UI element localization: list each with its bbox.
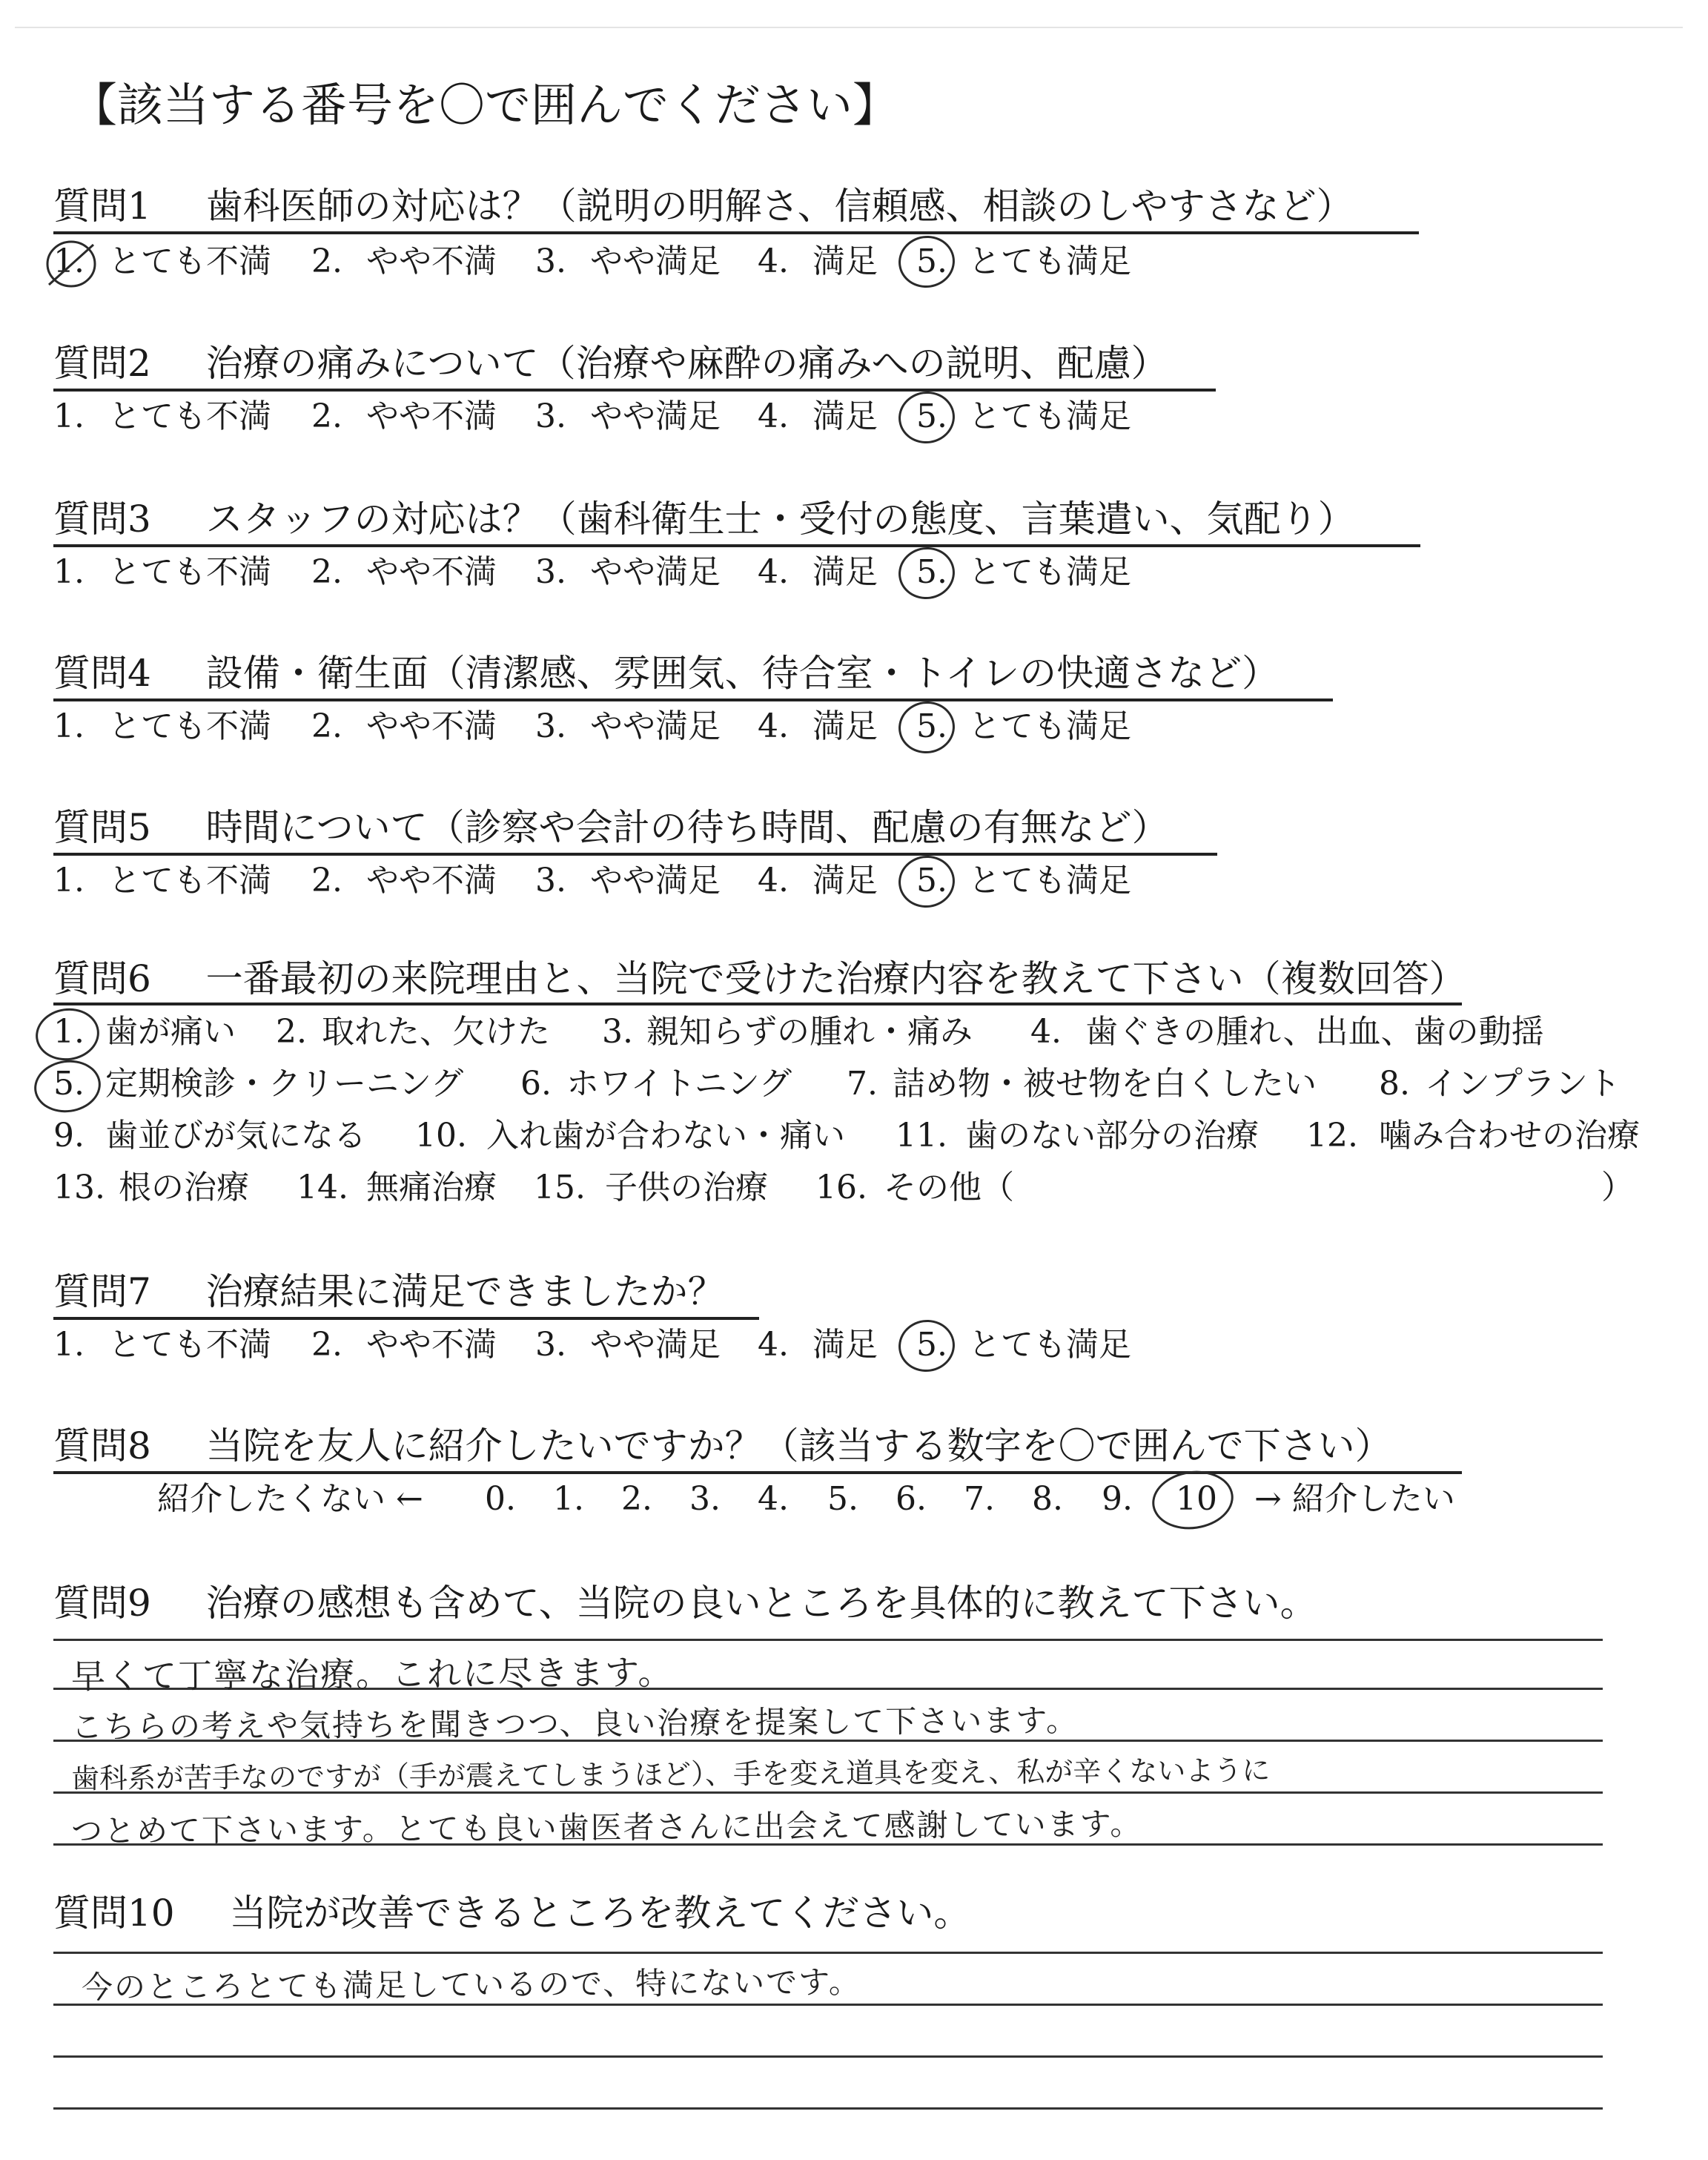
scale-value[interactable]: 4. (758, 1480, 789, 1518)
question-6-text: 一番最初の来院理由と、当院で受けた治療内容を教えて下さい（複数回答） (205, 957, 1466, 1000)
option-4-label: 満足 (812, 862, 878, 899)
option-4-label: 満足 (812, 1326, 878, 1364)
option-3-label: やや満足 (590, 553, 721, 591)
question-3-heading (53, 497, 1355, 541)
option-4-number[interactable]: 4. (758, 862, 789, 899)
question-7-heading (53, 1269, 725, 1314)
handwritten-answer-line: 今のところとても満足しているので、特にないです。 (81, 1964, 861, 2006)
option-4-number[interactable]: 4. (758, 707, 789, 745)
option-3-label: やや満足 (590, 707, 721, 745)
option-4-number[interactable]: 4. (758, 242, 789, 280)
question-9-label: 質問9 (53, 1582, 151, 1625)
option-5-number[interactable]: 5. (916, 1326, 947, 1364)
question-4-text: 設備・衛生面（清潔感、雰囲気、待合室・トイレの快適さなど） (205, 652, 1280, 695)
selected-circle-mark (895, 388, 958, 447)
option-2-label: やや不満 (366, 1326, 497, 1364)
option-2-label: やや不満 (366, 242, 497, 280)
reason-option-label: 歯が痛い (105, 1013, 236, 1051)
scale-value[interactable]: 0. (485, 1480, 516, 1518)
option-3-label: やや満足 (590, 862, 721, 899)
selected-circle-mark (1148, 1466, 1237, 1535)
handwritten-answer-line: つとめて下さいます。とても良い歯医者さんに出会えて感謝しています。 (70, 1805, 1143, 1850)
answer-rule (53, 1952, 1603, 1954)
reason-option-number[interactable]: 13. (53, 1169, 105, 1206)
reason-option-number[interactable]: 14. (297, 1169, 348, 1206)
option-5-number[interactable]: 5. (916, 707, 947, 745)
reason-option-number[interactable]: 6. (520, 1065, 552, 1103)
reason-option-number[interactable]: 16. (815, 1169, 867, 1206)
option-4-number[interactable]: 4. (758, 397, 789, 435)
question-7-label: 質問7 (53, 1270, 151, 1313)
scale-value[interactable]: 8. (1032, 1480, 1063, 1518)
question-4-label: 質問4 (53, 652, 151, 695)
reason-option-number[interactable]: 9. (53, 1117, 85, 1155)
reason-option-label: 入れ歯が合わない・痛い (486, 1117, 845, 1155)
question-9-text: 治療の感想も含めて、当院の良いところを具体的に教えて下さい。 (205, 1582, 1317, 1625)
question-4-underline (53, 698, 1333, 701)
question-10-text: 当院が改善できるところを教えてください。 (229, 1892, 971, 1935)
option-3-number[interactable]: 3. (535, 397, 566, 435)
question-1-underline (53, 231, 1419, 234)
option-2-label: やや不満 (366, 707, 497, 745)
question-7-underline (53, 1317, 759, 1320)
reason-option-label: 噛み合わせの治療 (1379, 1117, 1640, 1155)
question-1-label: 質問1 (53, 185, 151, 228)
reason-option-number[interactable]: 4. (1030, 1013, 1062, 1051)
reason-option-label: 歯ぐきの腫れ、出血、歯の動揺 (1085, 1013, 1544, 1051)
option-3-label: やや満足 (590, 242, 721, 280)
reason-option-number[interactable]: 1. (53, 1013, 85, 1051)
question-5-text: 時間について（診察や会計の待ち時間、配慮の有無など） (205, 806, 1169, 849)
reason-option-label: 取れた、欠けた (322, 1013, 550, 1051)
question-2-text: 治療の痛みについて（治療や麻酔の痛みへの説明、配慮） (205, 342, 1168, 385)
crossed-out-circle-mark (43, 236, 99, 292)
scale-value[interactable]: 6. (896, 1480, 927, 1518)
question-6-underline (53, 1003, 1462, 1005)
selected-circle-mark (895, 232, 958, 291)
option-4-number[interactable]: 4. (758, 1326, 789, 1364)
option-1-number[interactable]: 1. (53, 707, 85, 745)
option-2-label: やや不満 (366, 553, 497, 591)
selected-circle-mark (895, 1316, 958, 1375)
question-6-label: 質問6 (53, 957, 151, 1000)
question-3-label: 質問3 (53, 498, 151, 541)
scale-right-label: → 紹介したい (1254, 1480, 1455, 1518)
reason-option-label: 無痛治療 (366, 1169, 497, 1206)
question-1-heading (53, 184, 1354, 228)
option-1-number[interactable]: 1. (53, 242, 85, 280)
option-1-label: とても不満 (108, 1326, 271, 1364)
scale-value[interactable]: 2. (621, 1480, 652, 1518)
option-1-label: とても不満 (108, 242, 271, 280)
reason-option-number[interactable]: 12. (1306, 1117, 1358, 1155)
question-2-label: 質問2 (53, 342, 151, 385)
option-4-label: 満足 (812, 553, 878, 591)
option-2-label: やや不満 (366, 862, 497, 899)
question-10-heading (53, 1891, 970, 1935)
option-5-number[interactable]: 5. (916, 242, 947, 280)
option-1-label: とても不満 (108, 707, 271, 745)
other-close-paren: ） (1601, 1169, 1634, 1206)
option-3-number[interactable]: 3. (535, 553, 566, 591)
option-1-label: とても不満 (108, 862, 271, 899)
option-3-label: やや満足 (590, 397, 721, 435)
reason-option-number[interactable]: 3. (602, 1013, 633, 1051)
selected-circle-mark (895, 544, 958, 603)
question-2-heading (53, 341, 1168, 386)
question-8-label: 質問8 (53, 1424, 151, 1467)
question-3-text: スタッフの対応は？（歯科衛生士・受付の態度、言葉遣い、気配り） (205, 498, 1355, 541)
scale-value[interactable]: 1. (553, 1480, 584, 1518)
option-1-label: とても不満 (108, 397, 271, 435)
option-5-number[interactable]: 5. (916, 862, 947, 899)
answer-rule (53, 2055, 1603, 2058)
option-1-number[interactable]: 1. (53, 1326, 85, 1364)
question-3-underline (53, 544, 1420, 547)
option-1-label: とても不満 (108, 553, 271, 591)
reason-option-label: 定期検診・クリーニング (105, 1065, 464, 1103)
question-4-heading (53, 651, 1279, 696)
reason-option-label: 歯並びが気になる (105, 1117, 366, 1155)
option-2-number[interactable]: 2. (311, 397, 342, 435)
handwritten-answer-line: 早くて丁寧な治療。これに尽きます。 (70, 1652, 674, 1697)
answer-rule (53, 2107, 1603, 2110)
option-4-label: 満足 (812, 242, 878, 280)
reason-option-label: インプラント (1425, 1065, 1621, 1103)
selected-circle-mark (895, 852, 958, 911)
scale-value[interactable]: 5. (827, 1480, 858, 1518)
option-2-number[interactable]: 2. (311, 553, 342, 591)
scale-value[interactable]: 3. (689, 1480, 721, 1518)
reason-option-label: 親知らずの腫れ・痛み (646, 1013, 973, 1051)
selected-circle-mark (895, 698, 958, 757)
scale-value[interactable]: 9. (1102, 1480, 1133, 1518)
option-3-number[interactable]: 3. (535, 242, 566, 280)
option-5-number[interactable]: 5. (916, 553, 947, 591)
answer-rule (53, 1639, 1603, 1641)
option-2-number[interactable]: 2. (311, 707, 342, 745)
option-2-number[interactable]: 2. (311, 1326, 342, 1364)
question-5-label: 質問5 (53, 806, 151, 849)
question-5-heading (53, 805, 1169, 850)
question-1-text: 歯科医師の対応は？（説明の明解さ、信頼感、相談のしやすさなど） (205, 185, 1354, 228)
scale-left-label: 紹介したくない ← (157, 1480, 423, 1518)
option-5-number[interactable]: 5. (916, 397, 947, 435)
option-2-label: やや不満 (366, 397, 497, 435)
option-5-label: とても満足 (968, 707, 1131, 745)
option-2-number[interactable]: 2. (311, 862, 342, 899)
option-4-label: 満足 (812, 707, 878, 745)
reason-option-number[interactable]: 10. (415, 1117, 467, 1155)
handwritten-answer-line: こちらの考えや気持ちを聞きつつ、良い治療を提案して下さいます。 (70, 1702, 1079, 1745)
reason-option-label: 根の治療 (119, 1169, 249, 1206)
reason-option-label: 歯のない部分の治療 (965, 1117, 1259, 1155)
option-3-number[interactable]: 3. (535, 1326, 566, 1364)
option-4-number[interactable]: 4. (758, 553, 789, 591)
scan-top-edge (15, 27, 1683, 28)
question-8-text: 当院を友人に紹介したいですか？（該当する数字を〇で囲んで下さい） (205, 1424, 1392, 1467)
option-5-label: とても満足 (968, 1326, 1131, 1364)
option-4-label: 満足 (812, 397, 878, 435)
question-5-underline (53, 853, 1217, 856)
option-5-label: とても満足 (968, 553, 1131, 591)
option-3-number[interactable]: 3. (535, 707, 566, 745)
scale-value[interactable]: 10 (1176, 1480, 1217, 1518)
question-2-underline (53, 389, 1216, 392)
reason-option-number[interactable]: 8. (1379, 1065, 1410, 1103)
scale-value[interactable]: 7. (964, 1480, 995, 1518)
reason-option-number[interactable]: 15. (534, 1169, 586, 1206)
selected-circle-mark (31, 1056, 105, 1117)
option-1-number[interactable]: 1. (53, 553, 85, 591)
option-5-label: とても満足 (968, 242, 1131, 280)
handwritten-answer-line: 歯科系が苦手なのですが（手が震えてしまうほど）、手を変え道具を変え、私が辛くないように (70, 1754, 1271, 1795)
option-2-number[interactable]: 2. (311, 242, 342, 280)
reason-option-label: その他（ (884, 1169, 1014, 1206)
question-8-underline (53, 1471, 1462, 1474)
option-3-label: やや満足 (590, 1326, 721, 1364)
option-5-label: とても満足 (968, 862, 1131, 899)
option-5-label: とても満足 (968, 397, 1131, 435)
reason-option-label: ホワイトニング (566, 1065, 792, 1103)
reason-option-label: 子供の治療 (605, 1169, 768, 1206)
question-7-text: 治療結果に満足できましたか？ (205, 1270, 725, 1313)
reason-option-number[interactable]: 11. (896, 1117, 947, 1155)
question-10-label: 質問10 (53, 1892, 175, 1935)
option-3-number[interactable]: 3. (535, 862, 566, 899)
question-8-heading (53, 1424, 1392, 1468)
option-1-number[interactable]: 1. (53, 862, 85, 899)
reason-option-label: 詰め物・被せ物を白くしたい (893, 1065, 1317, 1103)
reason-option-number[interactable]: 2. (276, 1013, 307, 1051)
form-title: 【該当する番号を〇で囲んでください】 (71, 78, 899, 132)
reason-option-number[interactable]: 5. (53, 1065, 85, 1103)
question-6-heading (53, 957, 1466, 1001)
option-1-number[interactable]: 1. (53, 397, 85, 435)
selected-circle-mark (33, 1004, 103, 1064)
question-9-heading (53, 1581, 1317, 1625)
reason-option-number[interactable]: 7. (847, 1065, 878, 1103)
